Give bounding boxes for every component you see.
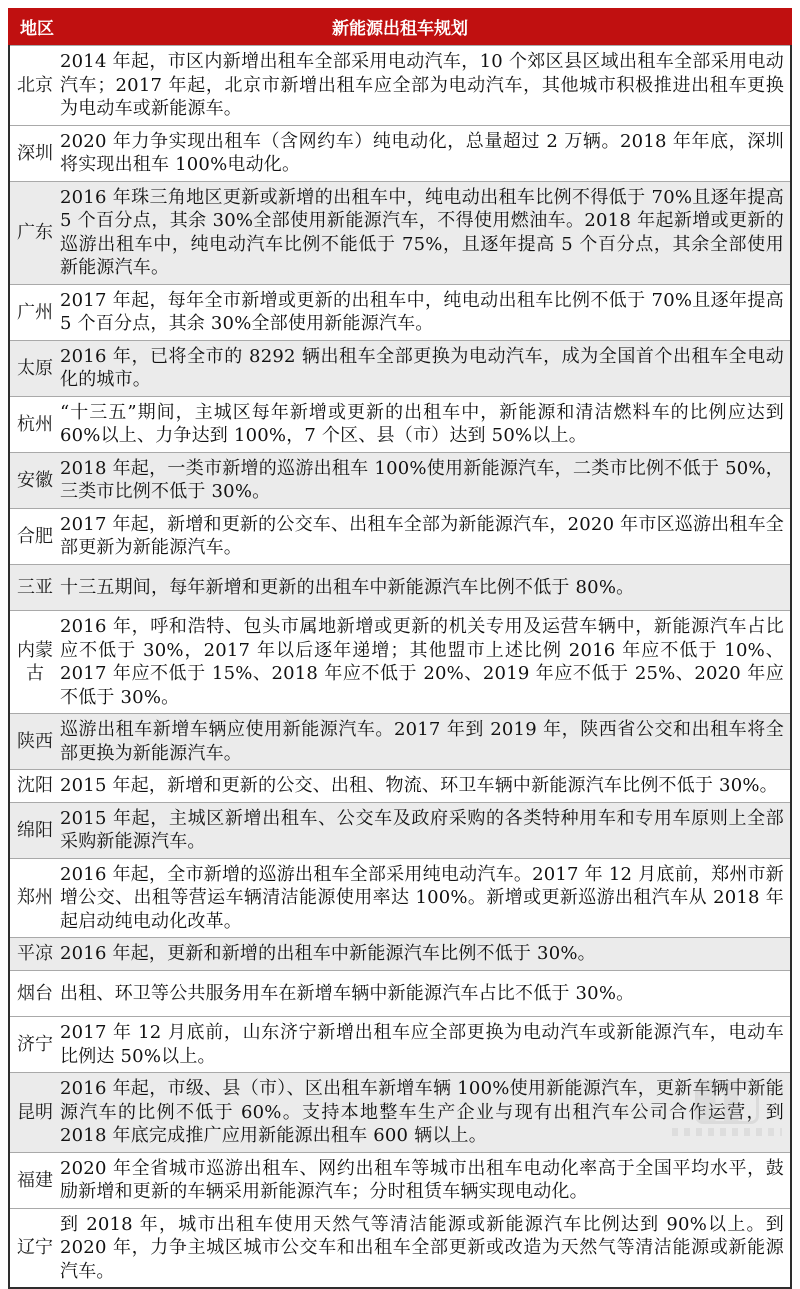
plan-text: 2017 年起，每年全市新增或更新的出租车中，纯电动出租车比例不低于 70%且逐年提高 5 个百分点，其余 30%全部使用新能源汽车。 [60, 289, 784, 334]
table-header [8, 8, 792, 45]
plan-text: 十三五期间，每年新增和更新的出租车中新能源汽车比例不低于 80%。 [60, 576, 635, 598]
region-label: 广东 [17, 222, 53, 243]
plan-text: 2017 年起，新增和更新的公交车、出租车全部为新能源汽车，2020 年市区巡游出租车全部更新为新能源汽车。 [60, 513, 784, 558]
plan-text: 2016 年珠三角地区更新或新增的出租车中，纯电动出租车比例不得低于 70%且逐年提高 5 个百分点，其余 30%全部使用新能源汽车，不得使用燃油车。2018 年起新增或更新的巡游出租车中，纯电动汽车比例不能低于 75%，且逐年提高 5 个百分点，其余全部使用新能源汽车。 [60, 186, 784, 278]
table-row-taiyuan [10, 340, 790, 396]
region-label: 杭州 [17, 413, 53, 435]
table-row-fujian [10, 1152, 790, 1208]
region-label: 郑州 [17, 887, 53, 909]
region-label: 广州 [17, 301, 53, 323]
table-row-neimenggu [10, 610, 790, 713]
table-row-anhui [10, 452, 790, 508]
plan-text: 到 2018 年，城市出租车使用天然气等清洁能源或新能源汽车比例达到 90%以上。到 2020 年，力争主城区城市公交车和出租车全部更新或改造为天然气等清洁能源或新能源汽车。 [60, 1213, 784, 1282]
region-label: 烟台 [17, 982, 53, 1004]
table-row-mianyang [10, 802, 790, 858]
region-label: 沈阳 [17, 775, 53, 797]
table-row-guangdong [10, 181, 790, 284]
plan-text: 2016 年，已将全市的 8292 辆出租车全部更换为电动汽车，成为全国首个出租车全电动化的城市。 [60, 345, 784, 390]
plan-text: 2015 年起，主城区新增出租车、公交车及政府采购的各类特种用车和专用车原则上全部采购新能源汽车。 [60, 807, 784, 852]
region-label: 北京 [17, 74, 53, 96]
table-row-zhengzhou [10, 858, 790, 938]
plan-text: 2018 年起，一类市新增的巡游出租车 100%使用新能源汽车，二类市比例不低于 50%，三类市比例不低于 30%。 [60, 457, 784, 502]
region-label: 内蒙古 [17, 640, 53, 684]
region-label: 福建 [17, 1169, 53, 1191]
table-row-kunming [10, 1072, 790, 1152]
region-label: 昆明 [17, 1101, 53, 1123]
plan-text: 2020 年全省城市巡游出租车、网约出租车等城市出租车电动化率高于全国平均水平，鼓励新增和更新的车辆采用新能源汽车；分时租赁车辆实现电动化。 [60, 1157, 784, 1202]
table-row-shenzhen [10, 125, 790, 181]
plan-text: 2020 年力争实现出租车（含网约车）纯电动化，总量超过 2 万辆。2018 年年底，深圳将实现出租车 100%电动化。 [60, 130, 784, 175]
table-row-liaoning [10, 1208, 790, 1288]
plan-text: 巡游出租车新增车辆应使用新能源汽车。2017 年到 2019 年，陕西省公交和出租车将全部更换为新能源汽车。 [60, 719, 784, 764]
plan-text: 2015 年起，新增和更新的公交、出租、物流、环卫车辆中新能源汽车比例不低于 30%。 [60, 775, 778, 796]
region-label: 三亚 [17, 576, 53, 598]
table-row-shaanxi [10, 713, 790, 769]
plan-text: 2016 年，呼和浩特、包头市属地新增或更新的机关专用及运营车辆中，新能源汽车占比应不低于 30%，2017 年以后逐年递增；其他盟市上述比例 2016 年应不低于 10%、2017 年应不低于 15%、2018 年应不低于 20%、2019 年应不低于 25%、2020 年应不低于 30%。 [60, 616, 784, 708]
plan-text: “十三五”期间，主城区每年新增或更新的出租车中，新能源和清洁燃料车的比例应达到 60%以上、力争达到 100%，7 个区、县（市）达到 50%以上。 [60, 401, 784, 446]
plan-text: 2014 年起，市区内新增出租车全部采用电动汽车，10 个郊区县区域出租车全部采用电动汽车；2017 年起，北京市新增出租车应全部为电动汽车，其他城市积极推进出租车更换为电动车或新能源车。 [60, 51, 784, 119]
table-row-sanya [10, 564, 790, 611]
new-energy-taxi-plan-table [8, 8, 792, 1289]
region-label: 太原 [17, 357, 53, 379]
region-label: 深圳 [17, 142, 53, 164]
plan-column-header: 新能源出租车规划 [332, 19, 468, 39]
plan-text: 出租、环卫等公共服务用车在新增车辆中新能源汽车占比不低于 30%。 [60, 982, 635, 1004]
region-label: 平凉 [17, 943, 53, 965]
region-label: 济宁 [17, 1034, 53, 1055]
table-row-hangzhou [10, 396, 790, 452]
table-row-shenyang [10, 769, 790, 802]
region-label: 安徽 [17, 469, 53, 491]
region-label: 陕西 [17, 731, 53, 752]
plan-text: 2017 年 12 月底前，山东济宁新增出租车应全部更换为电动汽车或新能源汽车，电动车比例达 50%以上。 [60, 1022, 784, 1067]
plan-text: 2016 年起，更新和新增的出租车中新能源汽车比例不低于 30%。 [60, 943, 596, 964]
region-label: 辽宁 [17, 1237, 53, 1259]
table-row-pingliang [10, 937, 790, 970]
table-row-guangzhou [10, 284, 790, 340]
region-column-header: 地区 [20, 19, 54, 39]
region-label: 绵阳 [17, 819, 53, 841]
table-row-beijing [10, 45, 790, 125]
plan-text: 2016 年起，市级、县（市）、区出租车新增车辆 100%使用新能源汽车，更新车辆中新能源汽车的比例不低于 60%。支持本地整车生产企业与现有出租汽车公司合作运营，到 2018 年底完成推广应用新能源出租车 600 辆以上。 [60, 1078, 784, 1146]
table-row-yantai [10, 970, 790, 1017]
region-label: 合肥 [17, 525, 53, 547]
plan-text: 2016 年起，全市新增的巡游出租车全部采用纯电动汽车。2017 年 12 月底前，郑州市新增公交、出租等营运车辆清洁能源使用率达 100%。新增或更新巡游出租汽车从 2018 年起启动纯电动化改革。 [60, 863, 784, 932]
table-row-hefei [10, 508, 790, 564]
table-row-jining [10, 1016, 790, 1072]
